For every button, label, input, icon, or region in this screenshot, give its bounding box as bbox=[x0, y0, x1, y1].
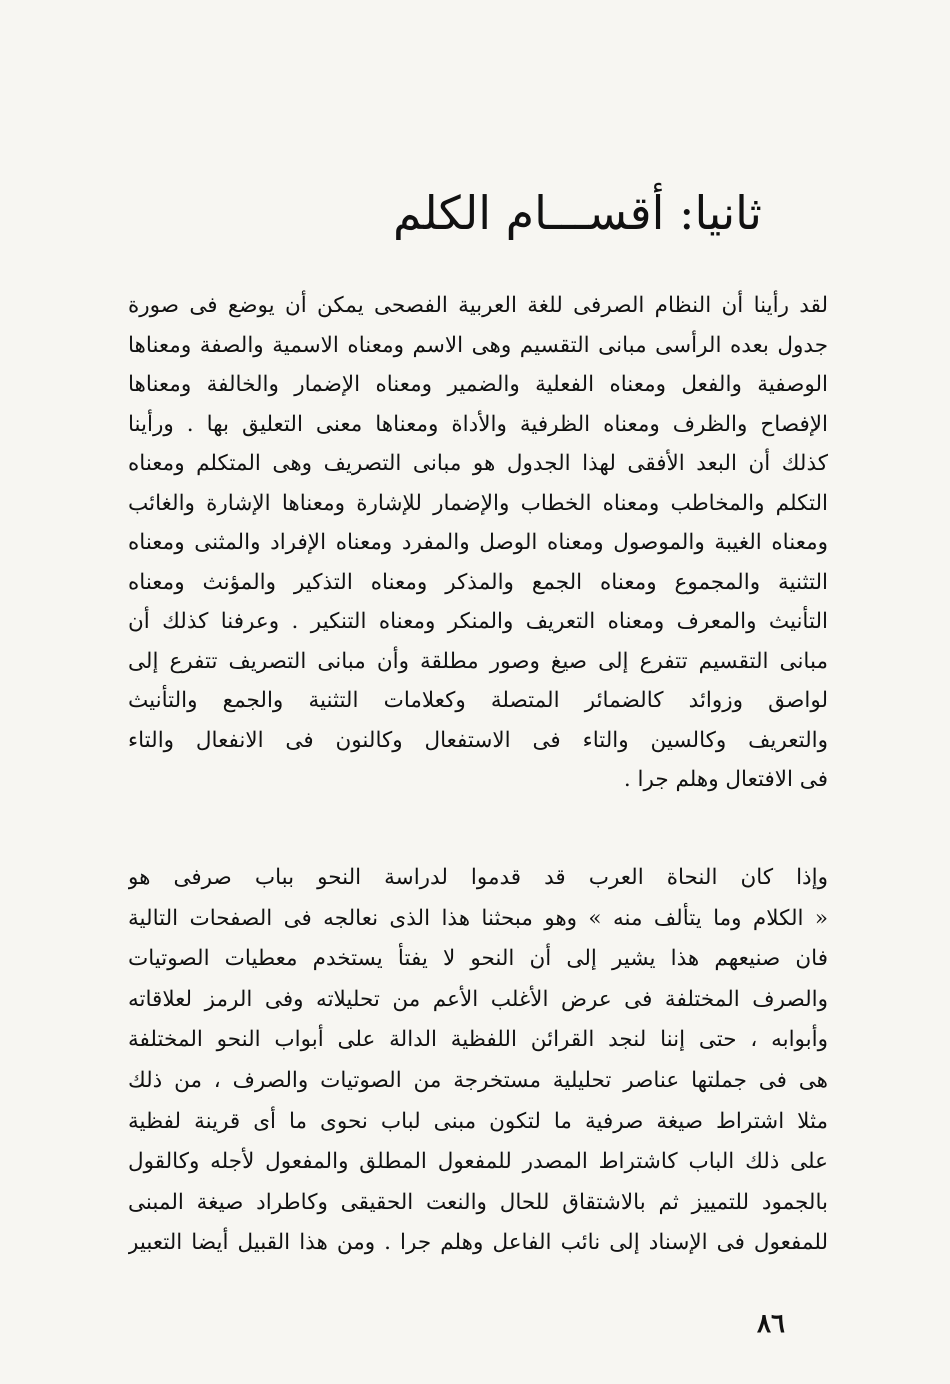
text-line: للمفعول فى الإسناد إلى نائب الفاعل وهلم جرا . ومن هذا القبيل أيضا التعبير bbox=[128, 1230, 828, 1256]
text-line: « الكلام وما يتألف منه » وهو مبحثنا هذا الذى نعالجه فى الصفحات التالية bbox=[128, 905, 828, 931]
text-line: الوصفية والفعل ومعناه الفعلية والضمير ومعناه الإضمار والخالفة ومعناها bbox=[128, 372, 828, 397]
text-line: وأبوابه ، حتى إننا لنجد القرائن اللفظية الدالة على أبواب النحو المختلفة bbox=[128, 1027, 828, 1053]
text-line: مبانى التقسيم تتفرع إلى صيغ وصور مطلقة وأن مبانى التصريف تتفرع إلى bbox=[128, 648, 828, 674]
text-line: فى الافتعال وهلم جرا . bbox=[623, 767, 828, 792]
paragraph-1 bbox=[128, 286, 828, 800]
text-line: ومعناه الغيبة والموصول ومعناه الوصل والمفرد ومعناه الإفراد والمثنى ومعناه bbox=[128, 530, 828, 555]
text-line: والتعريف وكالسين والتاء فى الاستفعال وكالنون فى الانفعال والتاء bbox=[128, 727, 828, 753]
paragraph-2 bbox=[128, 858, 828, 1264]
text-line: بالجمود للتمييز ثم بالاشتقاق للحال والنعت الحقيقى وكاطراد صيغة المبنى bbox=[128, 1189, 828, 1215]
text-line: والصرف المختلفة فى عرض الأغلب الأعم من تحليلاته وفى الرمز لعلاقاته bbox=[128, 986, 828, 1012]
text-line: فان صنيعهم هذا يشير إلى أن النحو لا يفتأ يستخدم معطيات الصوتيات bbox=[128, 946, 828, 972]
text-line: وإذا كان النحاة العرب قد قدموا لدراسة النحو بباب صرفى هو bbox=[128, 865, 828, 890]
text-line: جدول بعده الرأسى مبانى التقسيم وهى الاسم ومعناه الاسمية والصفة ومعناها bbox=[128, 332, 828, 358]
text-line: لواصق وزوائد كالضمائر المتصلة وكعلامات التثنية والجمع والتأنيث bbox=[128, 688, 828, 713]
text-line: الإفصاح والظرف ومعناه الظرفية والأداة ومعناها معنى التعليق بها . ورأينا bbox=[128, 411, 828, 437]
text-line: مثلا اشتراط صيغة صرفية ما لتكون مبنى لباب نحوى ما أى قرينة لفظية bbox=[128, 1108, 828, 1134]
text-line: على ذلك الباب كاشتراط المصدر للمفعول المطلق والمفعول لأجله وكالقول bbox=[128, 1149, 828, 1175]
text-line: التثنية والمجموع ومعناه الجمع والمذكر ومعناه التذكير والمؤنث ومعناه bbox=[128, 569, 828, 595]
page-number: ٨٦ bbox=[757, 1309, 785, 1339]
text-line: التكلم والمخاطب ومعناه الخطاب والإضمار للإشارة ومعناها الإشارة والغائب bbox=[128, 490, 828, 516]
text-line: لقد رأينا أن النظام الصرفى للغة العربية الفصحى يمكن أن يوضع فى صورة bbox=[128, 293, 828, 318]
text-line: كذلك أن البعد الأفقى لهذا الجدول هو مبانى التصريف وهى المتكلم ومعناه bbox=[128, 451, 828, 476]
text-line: التأنيث والمعرف ومعناه التعريف والمنكر ومعناه التنكير . وعرفنا كذلك أن bbox=[128, 609, 828, 634]
text-line: هى فى جملتها عناصر تحليلية مستخرجة من الصوتيات والصرف ، من ذلك bbox=[128, 1067, 828, 1093]
section-heading: ثانيا: أقســـام الكلم bbox=[392, 186, 762, 240]
